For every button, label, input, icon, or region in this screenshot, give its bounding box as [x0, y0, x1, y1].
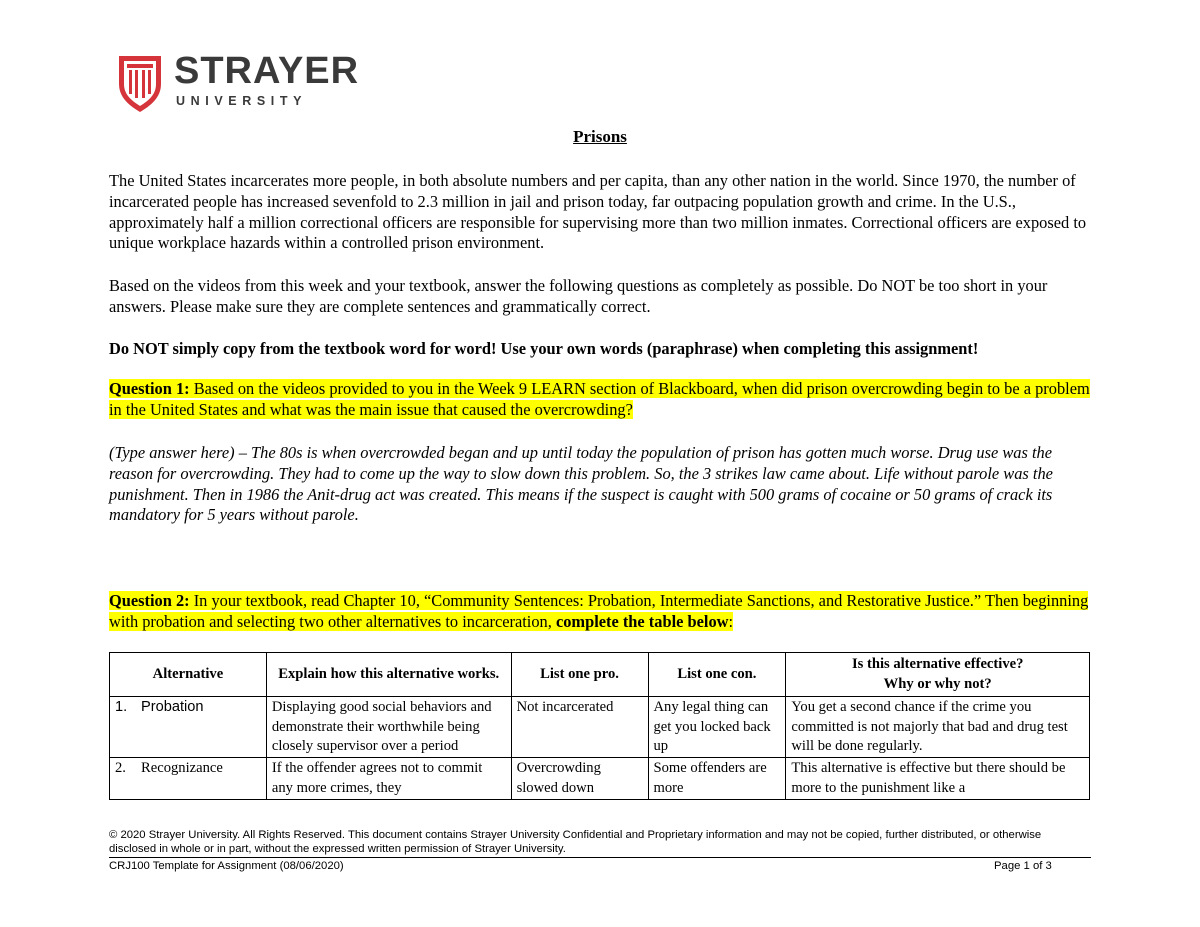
header-how: Explain how this alternative works. — [266, 653, 511, 697]
footer-template: CRJ100 Template for Assignment (08/06/2020) — [109, 860, 344, 872]
header-effective — [786, 653, 1090, 697]
question-2-label: Question 2: — [109, 591, 190, 610]
page-title: Prisons — [573, 127, 627, 146]
row1-how[interactable]: Displaying good social behaviors and demonstrate their worthwhile being closely supervisor over a period — [266, 697, 511, 758]
row1-alt-text: Probation — [141, 699, 204, 716]
header-pro: List one pro. — [511, 653, 648, 697]
question-2-text: In your textbook, read Chapter 10, “Community Sentences: Probation, Intermediate Sanctions, and Restorative Justice.” Then beginning with probation and selecting two other alternatives to incarceration, — [109, 591, 1089, 631]
logo-subname: UNIVERSITY — [176, 94, 308, 108]
strayer-logo — [116, 50, 366, 118]
question-2-emphasis: complete the table below — [555, 611, 729, 631]
instructions-paragraph: Based on the videos from this week and your textbook, answer the following questions as completely as possible. Do NOT be too short in your answers. Please make sure they are complete sentences and grammatically correct. — [109, 276, 1048, 316]
question-2-end: : — [728, 611, 734, 631]
row2-how[interactable]: If the offender agrees not to commit any more crimes, they — [266, 757, 511, 799]
question-1-text: Based on the videos provided to you in the Week 9 LEARN section of Blackboard, when did prison overcrowding begin to be a problem in the United States and what was the main issue that caused the overcrowding? — [109, 379, 1090, 419]
header-effective-line2: Why or why not? — [883, 675, 992, 692]
footer-page-number: Page 1 of 3 — [994, 860, 1052, 872]
header-effective-line1: Is this alternative effective? — [851, 656, 1024, 672]
footer-copyright: © 2020 Strayer University. All Rights Reserved. This document contains Strayer University Confidential and Proprietary information and may not be copied, further distributed, or otherwise disclosed in whole or in part, without the expressed written permission of Strayer University. — [109, 829, 1042, 856]
answer-1[interactable]: (Type answer here) – The 80s is when overcrowded began and up until today the population of prison has gotten much worse. Drug use was the reason for overcrowding. They had to come up the way to slow down this problem. So, the 3 strikes law came about. Life without parole was the punishment. Then in 1986 the Anit-drug act was created. This means if the suspect is caught with 500 grams of cocaine or 50 grams of crack its mandatory for 5 years without parole. — [109, 443, 1053, 525]
row2-alternative[interactable] — [110, 757, 267, 799]
warning-paragraph: Do NOT simply copy from the textbook word for word! Use your own words (paraphrase) when completing this assignment! — [109, 339, 979, 358]
question-1-label: Question 1: — [109, 379, 190, 398]
table-header-row — [110, 653, 1090, 697]
table-row — [110, 697, 1090, 758]
intro-paragraph: The United States incarcerates more people, in both absolute numbers and per capita, than any other nation in the world. Since 1970, the number of incarcerated people has increased sevenfold to 2.3 million in jail and prison today, far outpacing population growth and crime. In the U.S., approximately half a million correctional officers are responsible for supervising more than two million inmates. Correctional officers are exposed to unique workplace hazards within a controlled prison environment. — [109, 171, 1087, 253]
header-alternative: Alternative — [110, 653, 267, 697]
row1-number: 1. — [115, 699, 128, 716]
question-2 — [109, 591, 1094, 633]
row1-pro[interactable]: Not incarcerated — [511, 697, 648, 758]
logo-name: STRAYER — [174, 50, 360, 92]
row1-effective[interactable]: You get a second chance if the crime you committed is not majorly that bad and drug test will be done regularly. — [786, 697, 1090, 758]
table-row — [110, 757, 1090, 799]
row2-pro[interactable]: Overcrowding slowed down — [511, 757, 648, 799]
header-con: List one con. — [648, 653, 786, 697]
alternatives-table — [109, 652, 1090, 800]
row2-effective[interactable]: This alternative is effective but there should be more to the punishment like a — [786, 757, 1090, 799]
row1-alternative[interactable] — [110, 697, 267, 758]
question-1 — [109, 379, 1094, 421]
footer-divider — [109, 857, 1091, 858]
row2-con[interactable]: Some offenders are more — [648, 757, 786, 799]
row1-con[interactable]: Any legal thing can get you locked back up — [648, 697, 786, 758]
row2-number: 2. — [115, 759, 126, 776]
row2-alt-text: Recognizance — [141, 759, 223, 776]
shield-icon — [116, 54, 164, 114]
